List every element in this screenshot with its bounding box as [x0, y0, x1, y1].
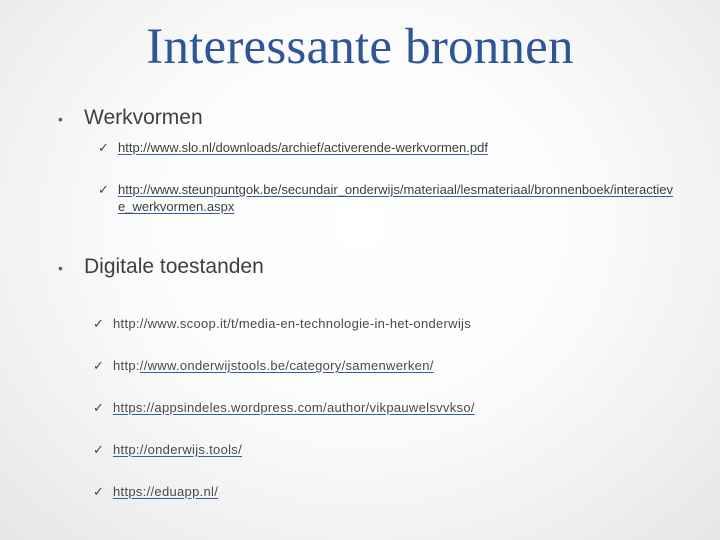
- bullet-dot-icon: •: [58, 111, 63, 127]
- link-appsindeles[interactable]: https://appsindeles.wordpress.com/author/vikpauwelsvvkso/: [113, 400, 475, 415]
- bullet-digitale-toestanden: [58, 255, 264, 279]
- link-eduapp[interactable]: https://eduapp.nl/: [113, 484, 219, 499]
- list-item-scoop: [93, 315, 693, 332]
- checkmark-icon: ✓: [93, 442, 104, 457]
- bullet-dot-icon: •: [58, 260, 63, 276]
- list-item-eduapp: [93, 483, 693, 500]
- checkmark-icon: ✓: [93, 400, 104, 415]
- list-item-steunpunt-link: [98, 181, 678, 215]
- checkmark-icon: ✓: [93, 358, 104, 373]
- link-onderwijstools[interactable]: //www.onderwijstools.be/category/samenwerken/: [139, 358, 434, 373]
- text-onderwijstools-prefix: http:: [113, 358, 140, 373]
- link-onderwijs-tools[interactable]: http://onderwijs.tools/: [113, 442, 243, 457]
- section-heading-digitale-toestanden: Digitale toestanden: [84, 255, 264, 278]
- text-scoop-url: http://www.scoop.it/t/media-en-technologie-in-het-onderwijs: [113, 316, 472, 331]
- link-steunpuntgok[interactable]: http://www.steunpuntgok.be/secundair_onderwijs/materiaal/lesmateriaal/bronnenboek/interactieve_werkvormen.aspx: [118, 182, 673, 214]
- bullet-werkvormen: [58, 106, 203, 130]
- list-item-appsindeles: [93, 399, 693, 416]
- section-heading-werkvormen: Werkvormen: [84, 106, 203, 129]
- checkmark-icon: ✓: [98, 140, 109, 155]
- link-slo-werkvormen[interactable]: http://www.slo.nl/downloads/archief/activerende-werkvormen.pdf: [118, 140, 488, 155]
- slide-title: Interessante bronnen: [146, 19, 574, 75]
- list-item-onderwijs-tools: [93, 441, 693, 458]
- list-item-slo-link: [98, 139, 598, 156]
- checkmark-icon: ✓: [98, 182, 109, 197]
- list-item-onderwijstools: [93, 357, 693, 374]
- checkmark-icon: ✓: [93, 484, 104, 499]
- checkmark-icon: ✓: [93, 316, 104, 331]
